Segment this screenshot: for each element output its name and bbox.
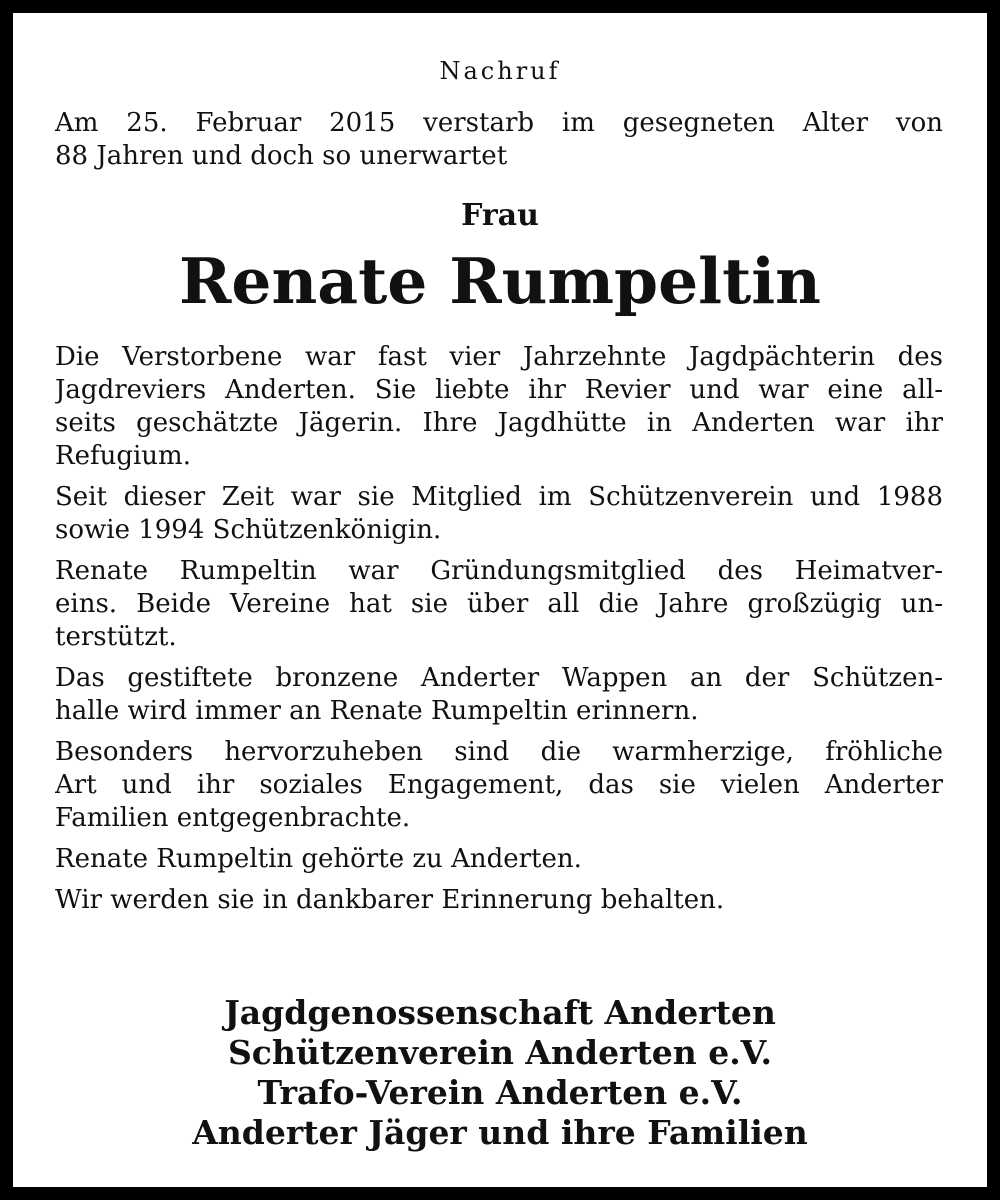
- intro-line: 88 Jahren und doch so unerwartet: [55, 141, 508, 171]
- paragraph: [55, 736, 943, 835]
- paragraph: [55, 884, 943, 917]
- obituary-body: [55, 341, 943, 925]
- notice-heading: Nachruf: [439, 57, 561, 85]
- paragraph: [55, 843, 943, 876]
- paragraph-line: halle wird immer an Renate Rumpeltin erinnern.: [55, 696, 699, 726]
- signer: Anderter Jäger und ihre Familien: [192, 1113, 808, 1152]
- paragraph-line: eins. Beide Vereine hat sie über all die Jahre großzügig un-: [55, 589, 943, 619]
- paragraph: [55, 662, 943, 728]
- paragraph-line: sowie 1994 Schützenkönigin.: [55, 515, 442, 545]
- honorific: Frau: [461, 198, 539, 233]
- intro-text: [55, 107, 943, 173]
- paragraph: [55, 481, 943, 547]
- signers-block: [13, 993, 987, 1153]
- paragraph-line: Familien entgegenbrachte.: [55, 803, 411, 833]
- paragraph-line: Wir werden sie in dankbarer Erinnerung behalten.: [55, 885, 725, 915]
- paragraph-line: Die Verstorbene war fast vier Jahrzehnte Jagdpächterin des: [55, 342, 943, 372]
- paragraph-line: Jagdreviers Anderten. Sie liebte ihr Revier und war eine all-: [55, 375, 943, 405]
- paragraph-line: Renate Rumpeltin war Gründungsmitglied des Heimatver-: [55, 556, 943, 586]
- signer: Jagdgenossenschaft Anderten: [224, 993, 776, 1032]
- paragraph-line: terstützt.: [55, 622, 177, 652]
- signer: Trafo-Verein Anderten e.V.: [257, 1073, 743, 1112]
- paragraph-line: Art und ihr soziales Engagement, das sie vielen Anderter: [55, 770, 943, 800]
- paragraph: [55, 555, 943, 654]
- paragraph-line: Refugium.: [55, 441, 191, 471]
- paragraph-line: Besonders hervorzuheben sind die warmherzige, fröhliche: [55, 737, 943, 767]
- paragraph-line: Das gestiftete bronzene Anderter Wappen an der Schützen-: [55, 663, 943, 693]
- intro-line: Am 25. Februar 2015 verstarb im gesegneten Alter von: [55, 108, 943, 138]
- paragraph: [55, 341, 943, 473]
- deceased-name: Renate Rumpeltin: [179, 244, 821, 318]
- signer: Schützenverein Anderten e.V.: [227, 1033, 773, 1072]
- paragraph-line: Renate Rumpeltin gehörte zu Anderten.: [55, 844, 582, 874]
- paragraph-line: seits geschätzte Jägerin. Ihre Jagdhütte in Anderten war ihr: [55, 408, 943, 438]
- paragraph-line: Seit dieser Zeit war sie Mitglied im Schützenverein und 1988: [55, 482, 943, 512]
